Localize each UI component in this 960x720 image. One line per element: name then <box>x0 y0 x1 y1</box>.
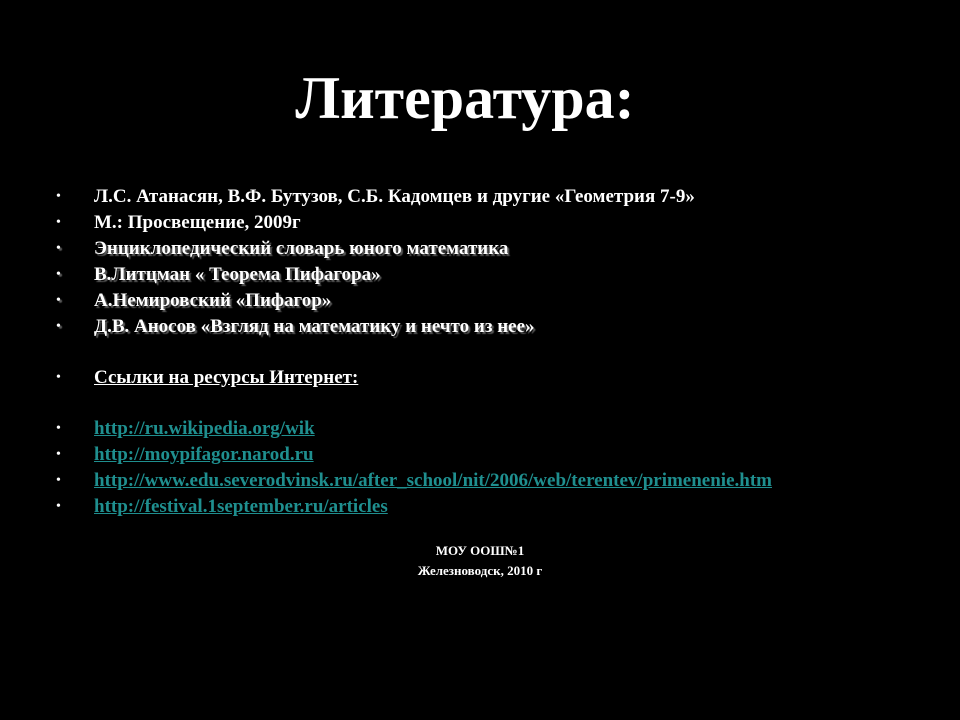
book-reference: А.Немировский «Пифагор» <box>94 290 332 311</box>
link-severodvinsk[interactable]: http://www.edu.severodvinsk.ru/after_school/nit/2006/web/terentev/primenenie.htm <box>94 470 772 491</box>
list-item <box>56 184 936 210</box>
list-item <box>56 236 936 262</box>
bullet-icon: • <box>56 267 61 282</box>
link-moypifagor[interactable]: http://moypifagor.narod.ru <box>94 444 314 465</box>
link-festival[interactable]: http://festival.1september.ru/articles <box>94 496 388 517</box>
bullet-icon: • <box>56 319 61 334</box>
bullet-icon: • <box>56 370 61 385</box>
list-item <box>56 442 936 468</box>
bibliography-list <box>56 184 936 520</box>
list-item <box>56 314 936 340</box>
footer <box>0 541 960 581</box>
slide-title: Литература: <box>295 65 635 131</box>
bullet-icon: • <box>56 293 61 308</box>
book-reference: Д.В. Аносов «Взгляд на математику и нечто из нее» <box>94 316 535 337</box>
list-item <box>56 288 936 314</box>
book-reference: М.: Просвещение, 2009г <box>94 212 301 233</box>
bullet-icon: • <box>56 189 61 204</box>
bullet-icon: • <box>56 499 61 514</box>
footer-school: МОУ ООШ№1 <box>435 543 525 558</box>
bullet-icon: • <box>56 421 61 436</box>
bullet-icon: • <box>56 447 61 462</box>
list-item <box>56 468 936 494</box>
bullet-icon: • <box>56 473 61 488</box>
bullet-icon: • <box>56 215 61 230</box>
link-wikipedia[interactable]: http://ru.wikipedia.org/wik <box>94 418 315 439</box>
book-reference: В.Литцман « Теорема Пифагора» <box>94 264 381 285</box>
book-reference: Л.С. Атанасян, В.Ф. Бутузов, С.Б. Кадомцев и другие «Геометрия 7-9» <box>94 186 695 207</box>
list-item <box>56 262 936 288</box>
links-heading: Ссылки на ресурсы Интернет: <box>94 367 359 388</box>
list-item <box>56 210 936 236</box>
footer-city-year: Железноводск, 2010 г <box>417 563 543 578</box>
list-item <box>56 494 936 520</box>
list-item <box>56 365 936 391</box>
bullet-icon: • <box>56 241 61 256</box>
list-item <box>56 416 936 442</box>
book-reference: Энциклопедический словарь юного математика <box>94 238 509 259</box>
